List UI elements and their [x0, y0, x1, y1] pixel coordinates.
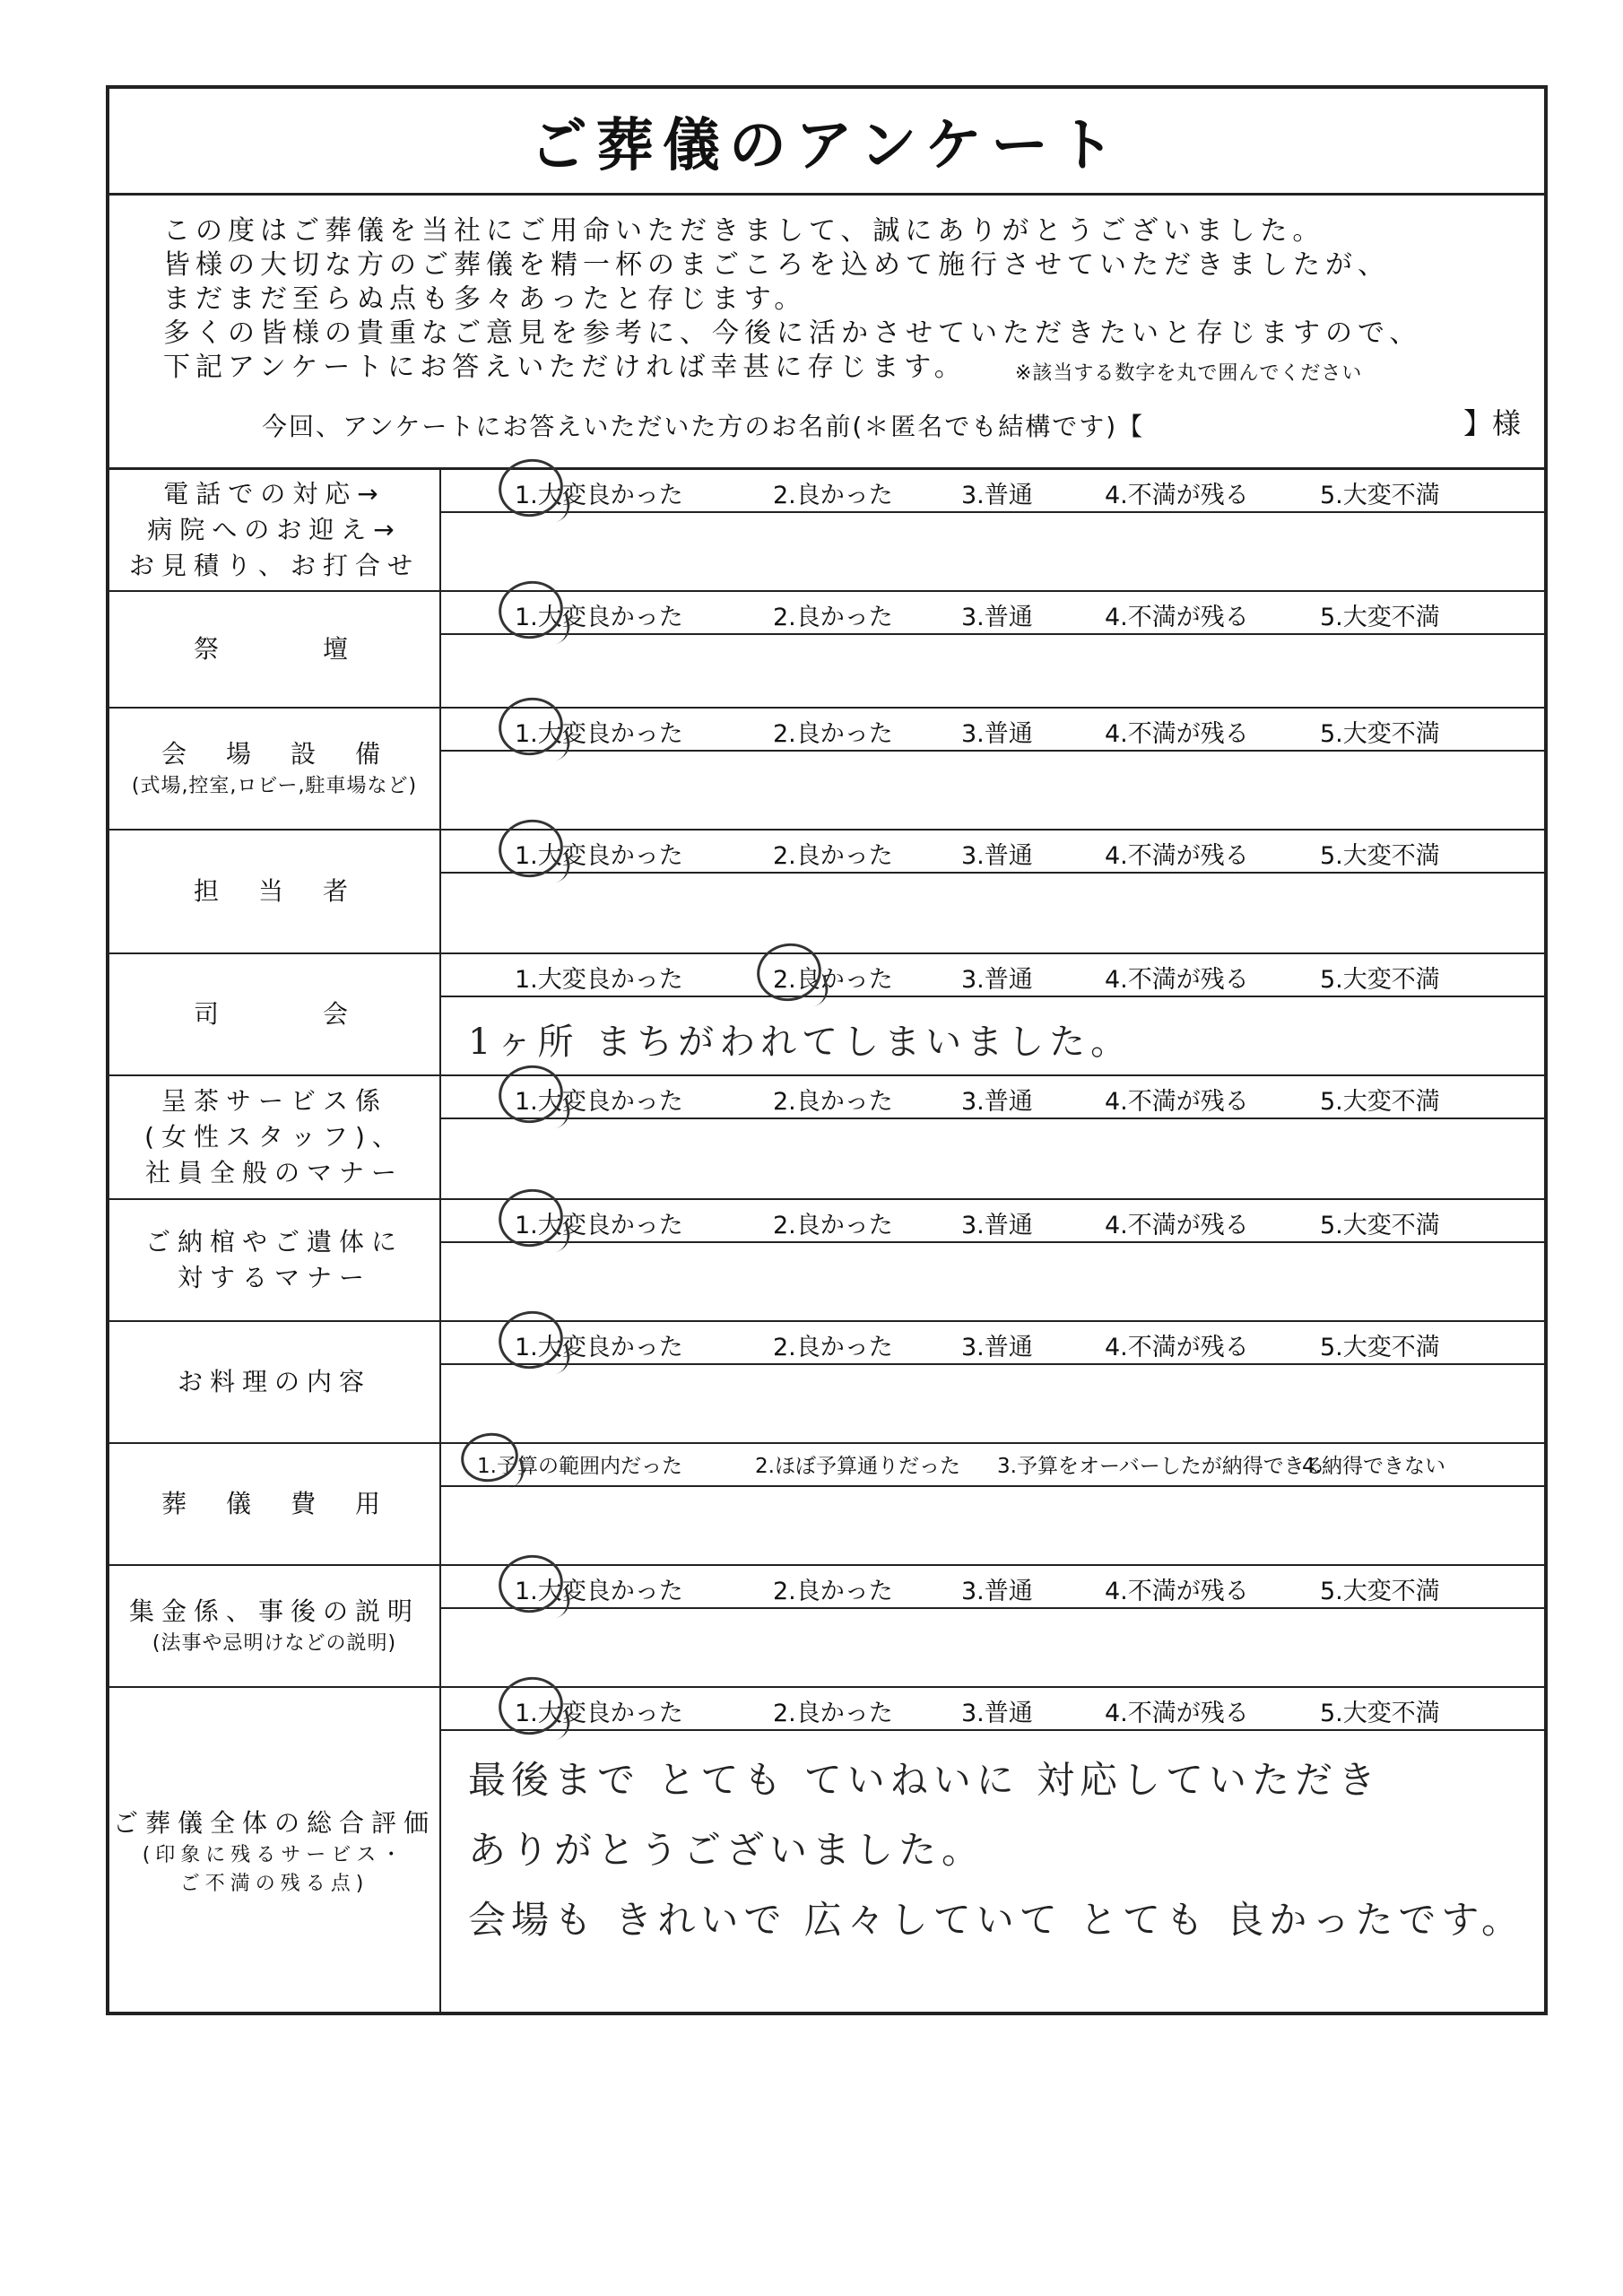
option-3[interactable]: 3.普通	[961, 482, 1033, 509]
option-5[interactable]: 5.大変不満	[1320, 966, 1440, 994]
option-2[interactable]: 2.良かった	[773, 604, 893, 631]
table-row	[109, 1688, 1544, 2015]
option-3[interactable]: 3.普通	[961, 1088, 1033, 1116]
row-label-sub: (印象に残るサービス・	[142, 1843, 407, 1866]
row-label	[109, 1688, 441, 2015]
option-3[interactable]: 3.普通	[961, 842, 1033, 870]
option-1[interactable]: 1.大変良かった	[515, 1334, 683, 1361]
row-label-line: ご納棺やご遺体に	[144, 1227, 404, 1257]
option-4[interactable]: 4.不満が残る	[1105, 720, 1249, 748]
option-2[interactable]: 2.良かった	[773, 1088, 893, 1116]
table-row	[109, 1322, 1544, 1444]
handwritten-comment-line: 会場も きれいで 広々していて とても 良かったです。	[468, 1898, 1525, 1942]
name-suffix: 】様	[1462, 406, 1521, 440]
option-3[interactable]: 3.普通	[961, 1334, 1033, 1361]
row-label	[109, 592, 441, 707]
option-2[interactable]: 2.良かった	[773, 842, 893, 870]
row-label-line: お見積り、お打合せ	[128, 551, 420, 580]
intro-line: 下記アンケートにお答えいただければ幸甚に存じます。	[163, 352, 967, 383]
option-4[interactable]: 4.不満が残る	[1105, 1334, 1249, 1361]
table-row	[109, 1200, 1544, 1322]
row-label-line: 社員全般のマナー	[144, 1158, 404, 1187]
option-3[interactable]: 3.普通	[961, 604, 1033, 631]
row-label	[109, 1444, 441, 1564]
rating-options	[441, 709, 1544, 752]
option-5[interactable]: 5.大変不満	[1320, 1334, 1440, 1361]
option-2[interactable]: 2.良かった	[773, 1212, 893, 1239]
option-5[interactable]: 5.大変不満	[1320, 482, 1440, 509]
option-1[interactable]: 1.大変良かった	[515, 1700, 683, 1727]
rating-table	[109, 467, 1544, 1942]
handwritten-comment-line: 最後まで とても ていねいに 対応していただき	[468, 1758, 1382, 1802]
option-3[interactable]: 3.普通	[961, 1578, 1033, 1605]
row-label-line: お料理の内容	[177, 1367, 371, 1396]
row-label-sub: (法事や忌明けなどの説明)	[152, 1632, 397, 1655]
option-4[interactable]: 4.納得できない	[1302, 1455, 1445, 1478]
rating-options	[441, 592, 1544, 635]
row-label-line: 呈茶サービス係	[161, 1086, 387, 1116]
row-label-line: 司 会	[193, 999, 355, 1029]
table-row	[109, 954, 1544, 1076]
option-2[interactable]: 2.良かった	[773, 482, 893, 509]
option-4[interactable]: 4.不満が残る	[1105, 1088, 1249, 1116]
row-label-sub: ご不満の残る点)	[179, 1872, 369, 1895]
row-label-line: 集金係、事後の説明	[128, 1596, 420, 1626]
row-label	[109, 1322, 441, 1442]
row-label-line: 病院へのお迎え→	[147, 515, 402, 544]
option-2[interactable]: 2.良かった	[773, 1700, 893, 1727]
option-3[interactable]: 3.普通	[961, 720, 1033, 748]
table-row	[109, 831, 1544, 954]
row-label-line: 電話での対応→	[163, 479, 386, 509]
option-1[interactable]: 1.大変良かった	[515, 966, 683, 994]
selection-circle	[493, 453, 568, 523]
rating-options	[441, 954, 1544, 997]
handwritten-comment: 1ヶ所 まちがわれてしまいました。	[468, 1022, 1133, 1063]
option-4[interactable]: 4.不満が残る	[1105, 604, 1249, 631]
handwritten-comment-line: ありがとうございました。	[468, 1828, 985, 1872]
row-label-line: 対するマナー	[177, 1263, 371, 1292]
rating-options	[441, 1688, 1544, 1731]
form-title: ご葬儀のアンケート	[109, 89, 1544, 196]
option-4[interactable]: 4.不満が残る	[1105, 1578, 1249, 1605]
table-row	[109, 1566, 1544, 1688]
option-3[interactable]: 3.普通	[961, 966, 1033, 994]
option-1[interactable]: 1.大変良かった	[515, 1578, 683, 1605]
option-5[interactable]: 5.大変不満	[1320, 1088, 1440, 1116]
instruction-note: ※該当する数字を丸で囲んでください	[1015, 362, 1363, 385]
option-2[interactable]: 2.良かった	[773, 720, 893, 748]
option-1[interactable]: 1.大変良かった	[515, 604, 683, 631]
rating-options	[441, 1076, 1544, 1119]
option-1[interactable]: 1.大変良かった	[515, 1088, 683, 1116]
row-label	[109, 1566, 441, 1686]
option-2[interactable]: 2.良かった	[773, 1334, 893, 1361]
row-label-line: 担 当 者	[193, 876, 355, 906]
row-label-line: 祭 壇	[193, 634, 355, 664]
table-row	[109, 470, 1544, 592]
intro-line: この度はご葬儀を当社にご用命いただきまして、誠にありがとうございました。	[163, 215, 1325, 247]
option-5[interactable]: 5.大変不満	[1320, 720, 1440, 748]
name-prompt: 今回、アンケートにお答えいただいた方のお名前(＊匿名でも結構です)【	[262, 412, 1145, 441]
survey-form	[106, 85, 1548, 2015]
option-3[interactable]: 3.普通	[961, 1212, 1033, 1239]
option-1[interactable]: 1.大変良かった	[515, 482, 683, 509]
row-label-sub: (式場,控室,ロビー,駐車場など)	[131, 775, 418, 797]
option-4[interactable]: 4.不満が残る	[1105, 1700, 1249, 1727]
table-row	[109, 709, 1544, 831]
option-1[interactable]: 1.大変良かった	[515, 720, 683, 748]
row-label	[109, 954, 441, 1074]
row-label-line: 会 場 設 備	[161, 739, 387, 769]
intro-line: 多くの皆様の貴重なご意見を参考に、今後に活かさせていただきたいと存じますので、	[163, 317, 1422, 349]
option-2[interactable]: 2.ほぼ予算通りだった	[755, 1455, 960, 1478]
option-2[interactable]: 2.良かった	[773, 1578, 893, 1605]
row-label	[109, 709, 441, 829]
option-5[interactable]: 5.大変不満	[1320, 604, 1440, 631]
option-3[interactable]: 3.予算をオーバーしたが納得できる	[997, 1455, 1325, 1478]
intro-line: 皆様の大切な方のご葬儀を精一杯のまごころを込めて施行させていただきましたが、	[163, 249, 1390, 281]
option-4[interactable]: 4.不満が残る	[1105, 966, 1249, 994]
option-5[interactable]: 5.大変不満	[1320, 842, 1440, 870]
row-label	[109, 1076, 441, 1198]
option-5[interactable]: 5.大変不満	[1320, 1578, 1440, 1605]
row-label	[109, 1200, 441, 1320]
rating-options	[441, 470, 1544, 513]
rating-options	[441, 1200, 1544, 1243]
table-row	[109, 1076, 1544, 1200]
table-row	[109, 592, 1544, 709]
option-1[interactable]: 1.予算の範囲内だった	[477, 1455, 682, 1478]
option-4[interactable]: 4.不満が残る	[1105, 1212, 1249, 1239]
option-2[interactable]: 2.良かった	[773, 966, 893, 994]
rating-options	[441, 831, 1544, 874]
row-label-line: (女性スタッフ)、	[144, 1122, 404, 1152]
option-1[interactable]: 1.大変良かった	[515, 1212, 683, 1239]
row-label	[109, 470, 441, 590]
option-5[interactable]: 5.大変不満	[1320, 1212, 1440, 1239]
option-4[interactable]: 4.不満が残る	[1105, 482, 1249, 509]
row-label	[109, 831, 441, 952]
row-label-line: 葬 儀 費 用	[161, 1489, 387, 1518]
row-label-line: ご葬儀全体の総合評価	[112, 1807, 436, 1838]
budget-options	[441, 1444, 1544, 1487]
option-1[interactable]: 1.大変良かった	[515, 842, 683, 870]
table-row	[109, 1444, 1544, 1566]
option-4[interactable]: 4.不満が残る	[1105, 842, 1249, 870]
rating-options	[441, 1566, 1544, 1609]
rating-options	[441, 1322, 1544, 1365]
option-5[interactable]: 5.大変不満	[1320, 1700, 1440, 1727]
option-3[interactable]: 3.普通	[961, 1700, 1033, 1727]
intro-line: まだまだ至らぬ点も多々あったと存じます。	[163, 283, 807, 315]
